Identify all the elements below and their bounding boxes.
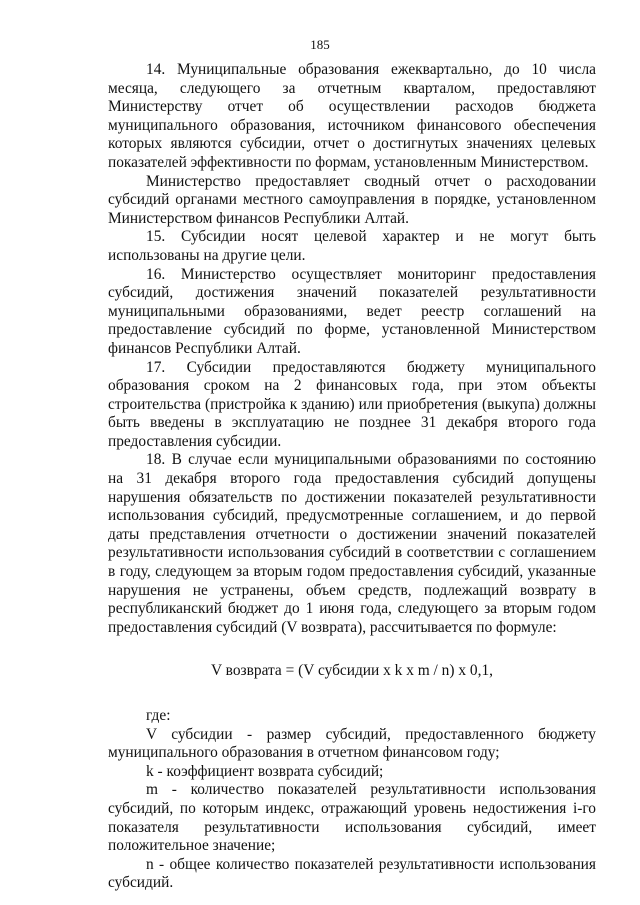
paragraph-14: 14. Муниципальные образования ежеквартально, до 10 числа месяца, следующего за отчетным кварталом, предоставляют Министерству отчет об осуществлении расходов бюджета муниципального образования, источником финансового обеспечения которых являются субсидии, отчет о достигнутых значениях целевых показателей эффективности по формам, установленным Министерством. [108,61,596,171]
definition-where: где: [146,707,171,724]
document-body [108,61,596,893]
paragraph-15: 15. Субсидии носят целевой характер и не могут быть использованы на другие цели. [108,228,596,264]
paragraph-18: 18. В случае если муниципальными образованиями по состоянию на 31 декабря второго года предоставления субсидий допущены нарушения обязательств по достижении показателей результативности использования субсидий, предусмотренные соглашением, и до первой даты представления отчетности о достижении значений показателей результативности использования субсидий в соответствии с соглашением в году, следующем за вторым годом предоставления субсидий, указанные нарушения не устранены, объем средств, подлежащий возврату в республиканский бюджет до 1 июня года, следующего за вторым годом предоставления субсидий (V возврата), рассчитывается по формуле: [108,451,596,636]
definition-n: n - общее количество показателей результативности использования субсидий. [108,855,596,892]
paragraph-16: 16. Министерство осуществляет мониторинг предоставления субсидий, достижения значений показателей результативности муниципальными образованиями, ведет реестр соглашений на предоставление субсидий по форме, установленной Министерством финансов Республики Алтай. [108,265,596,357]
paragraph-ministry-report: Министерство предоставляет сводный отчет о расходовании субсидий органами местного самоуправления в порядке, установленном Министерством финансов Республики Алтай. [108,172,596,227]
paragraph-17: 17. Субсидии предоставляются бюджету муниципального образования сроком на 2 финансовых года, при этом объекты строительства (пристройка к зданию) или приобретения (выкупа) должны быть введены в эксплуатацию не позднее 31 декабря второго года предоставления субсидии. [108,358,596,450]
definition-m: m - количество показателей результативности использования субсидий, по которым индекс, отражающий уровень недостижения i-го показателя результативности использования субсидий, имеет положительное значение; [108,781,596,855]
definition-v-subsidy: V субсидии - размер субсидий, предоставленного бюджету муниципального образования в отчетном финансовом году; [108,725,596,762]
page-number: 185 [310,37,330,52]
formula: V возврата = (V субсидии x k x m / n) x 0,1, [211,662,493,680]
definition-k: k - коэффициент возврата субсидий; [146,762,384,780]
